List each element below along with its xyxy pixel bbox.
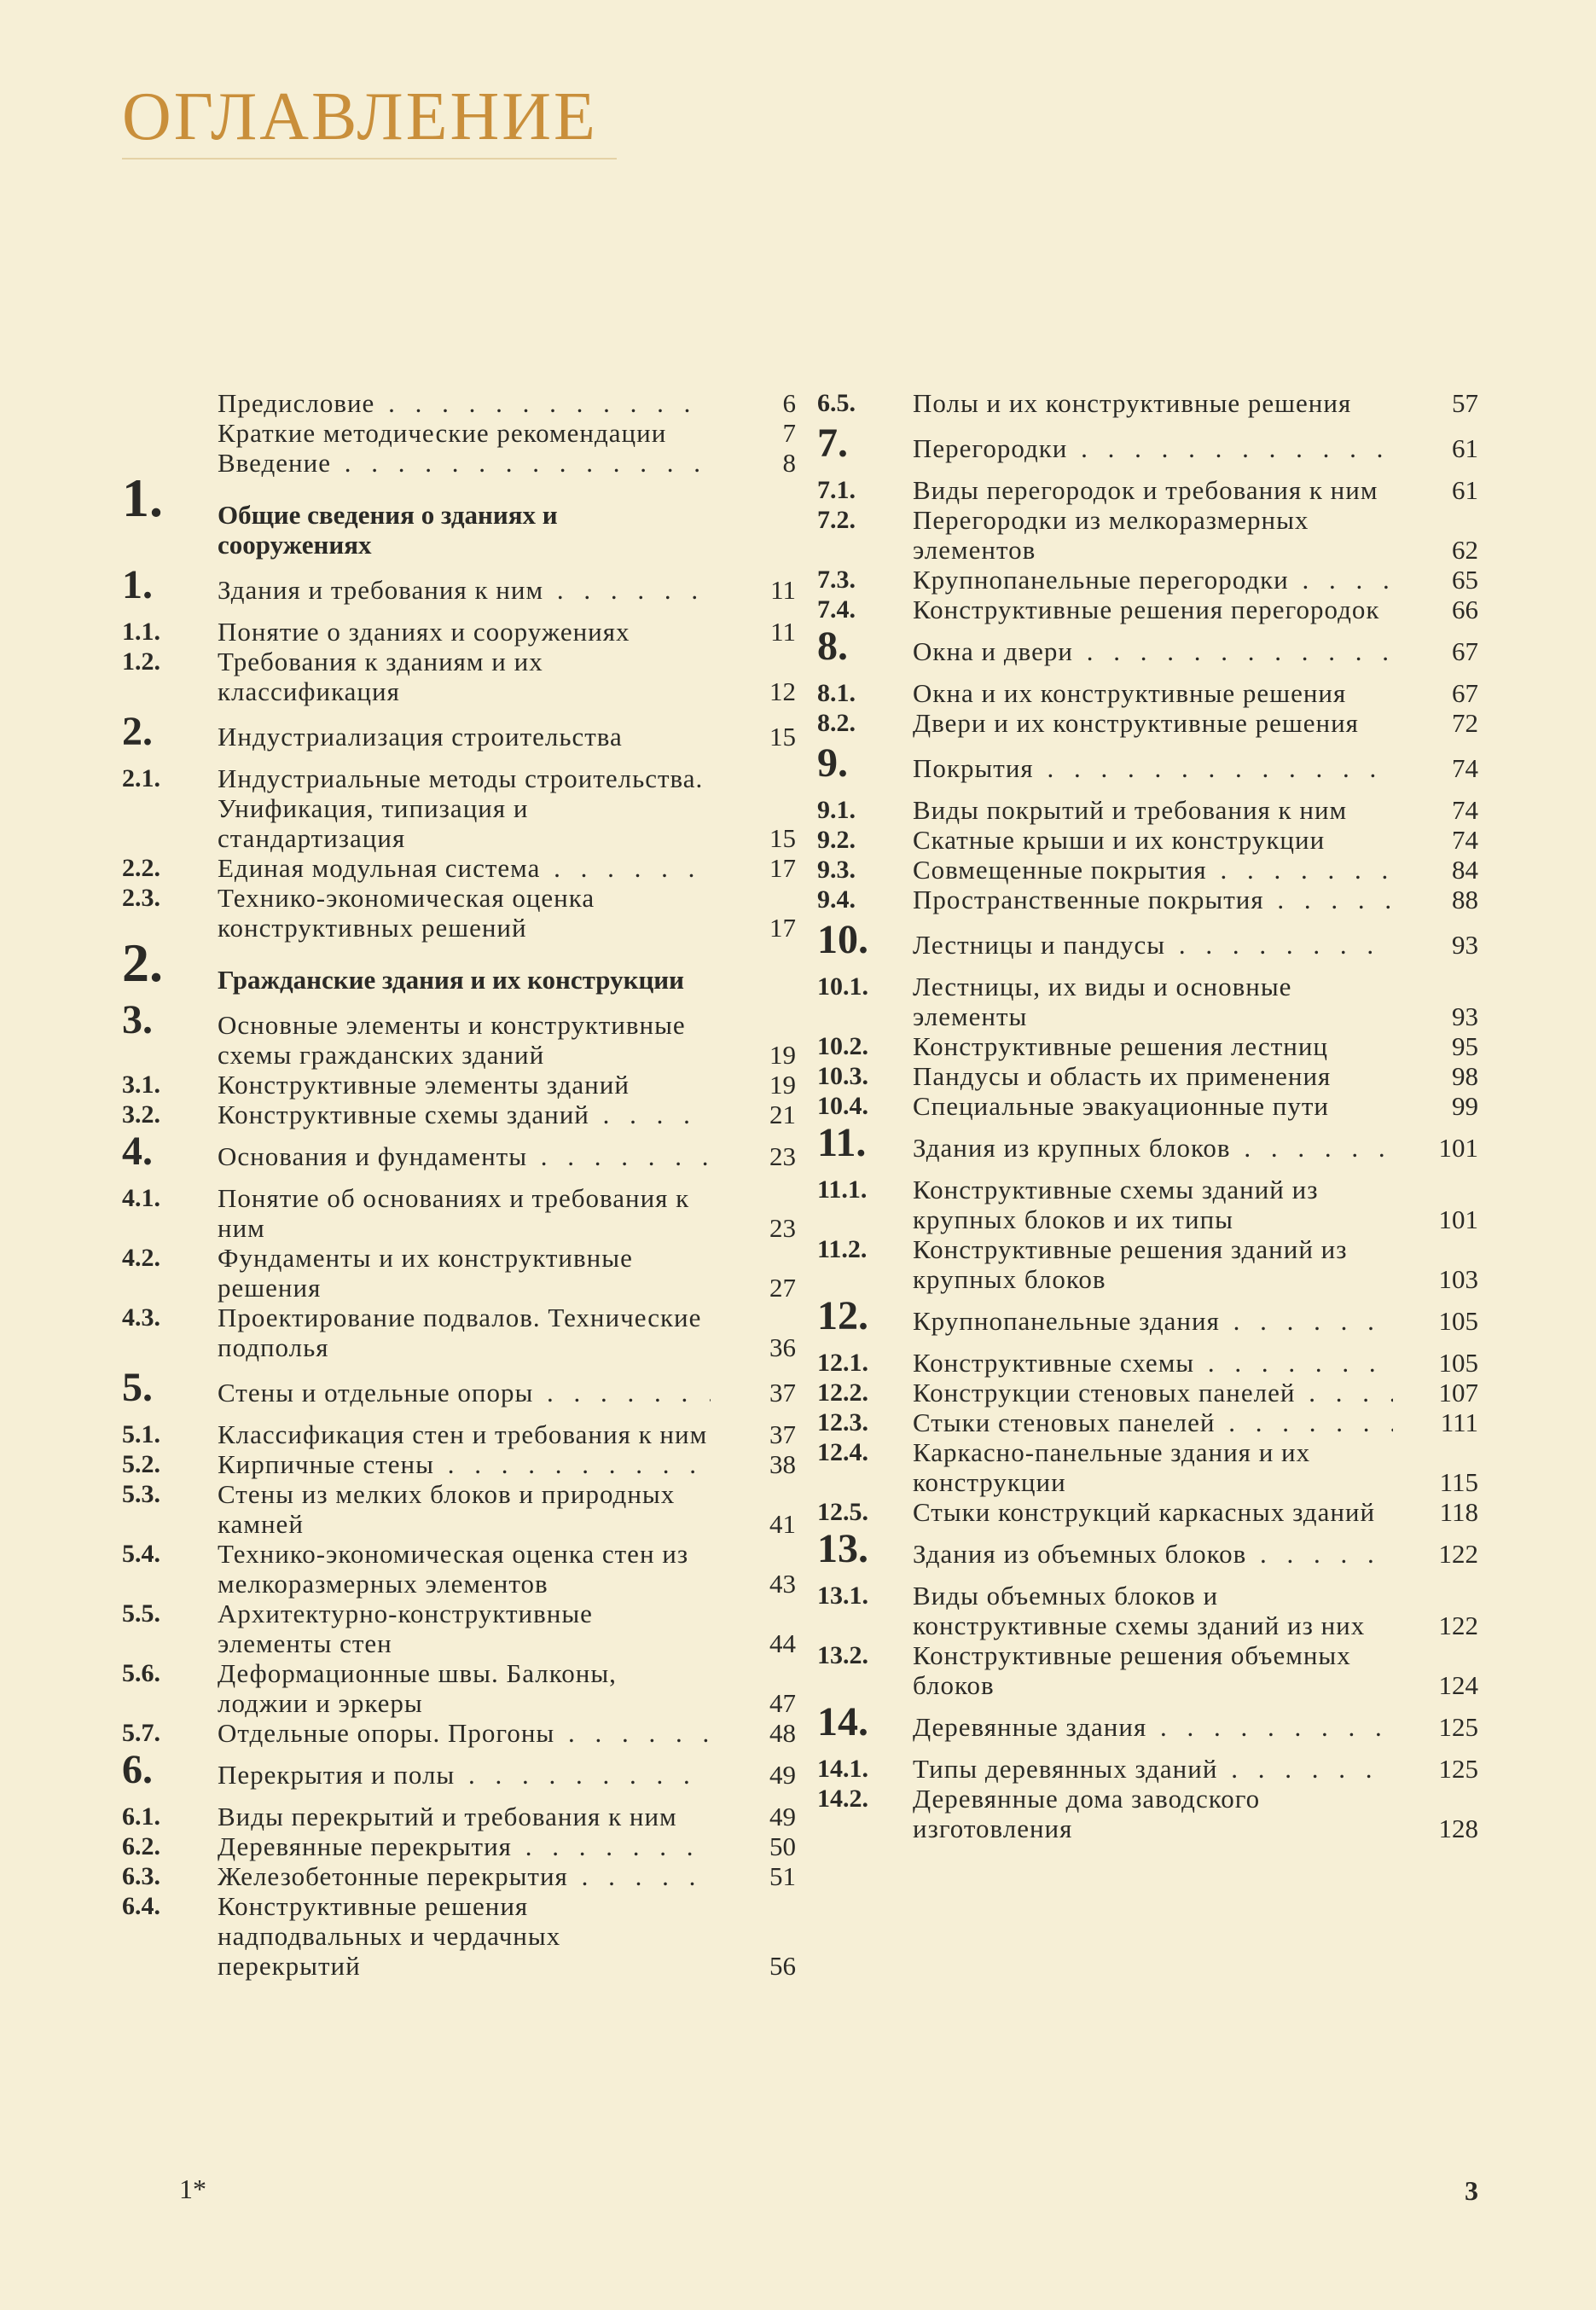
toc-entry-page: 21 bbox=[769, 1100, 796, 1129]
toc-left-column bbox=[122, 388, 796, 1981]
toc-entry-number: 11.2. bbox=[817, 1235, 868, 1263]
toc-entry-page: 72 bbox=[1452, 708, 1478, 738]
toc-entry[interactable] bbox=[817, 1784, 1478, 1843]
title-underline bbox=[122, 158, 617, 160]
toc-entry[interactable] bbox=[817, 1437, 1478, 1497]
toc-entry[interactable] bbox=[817, 1378, 1478, 1407]
toc-entry-page: 125 bbox=[1438, 1754, 1478, 1784]
toc-entry-title: Окна и двери . . . bbox=[913, 636, 1393, 666]
toc-entry-number: 9.3. bbox=[817, 856, 856, 884]
toc-entry-page: 67 bbox=[1452, 636, 1478, 666]
toc-entry-title: Совмещенные покрытия . . . bbox=[913, 855, 1393, 885]
toc-entry-title: Скатные крыши и их конструкции bbox=[913, 825, 1326, 855]
toc-entry[interactable] bbox=[122, 467, 796, 560]
toc-entry[interactable] bbox=[122, 1747, 796, 1792]
toc-entry[interactable] bbox=[122, 1658, 796, 1718]
toc-entry-title: Перекрытия и полы . . . bbox=[218, 1760, 711, 1790]
toc-entry-page: 128 bbox=[1438, 1814, 1478, 1843]
toc-entry-title: Требования к зданиям и их классификация bbox=[218, 647, 543, 706]
toc-entry-number: 4.2. bbox=[122, 1244, 160, 1272]
toc-entry-title: Перегородки . . . bbox=[913, 433, 1393, 463]
toc-entry[interactable] bbox=[122, 1070, 796, 1100]
toc-entry[interactable] bbox=[122, 1183, 796, 1243]
toc-entry-title: Гражданские здания и их конструкции bbox=[218, 965, 685, 995]
toc-entry-title: Классификация стен и требования к ним bbox=[218, 1419, 708, 1449]
toc-entry-page: 122 bbox=[1438, 1539, 1478, 1569]
toc-entry-number: 6.3. bbox=[122, 1862, 160, 1890]
toc-entry-page: 17 bbox=[769, 913, 796, 943]
toc-entry[interactable] bbox=[122, 617, 796, 647]
toc-entry-title: Стыки стеновых панелей . . . bbox=[913, 1407, 1393, 1437]
toc-entry-title: Лестницы, их виды и основные элементы bbox=[913, 972, 1292, 1031]
toc-entry[interactable] bbox=[817, 1031, 1478, 1061]
toc-entry-page: 36 bbox=[769, 1332, 796, 1362]
toc-entry[interactable] bbox=[817, 678, 1478, 708]
toc-entry-page: 17 bbox=[769, 853, 796, 883]
toc-entry-page: 61 bbox=[1452, 433, 1478, 463]
toc-entry[interactable] bbox=[817, 795, 1478, 825]
toc-entry-page: 105 bbox=[1438, 1348, 1478, 1378]
toc-entry[interactable] bbox=[122, 709, 796, 754]
toc-entry[interactable] bbox=[817, 1640, 1478, 1700]
toc-entry-title: Стены из мелких блоков и природных камней bbox=[218, 1479, 676, 1539]
toc-entry[interactable] bbox=[817, 1175, 1478, 1234]
toc-entry-title: Полы и их конструктивные решения bbox=[913, 388, 1352, 418]
toc-entry-title: Двери и их конструктивные решения bbox=[913, 708, 1359, 738]
toc-entry-title: Крупнопанельные здания . . . bbox=[913, 1306, 1393, 1336]
toc-entry-title: Основные элементы и конструктивные схемы гражданских зданий bbox=[218, 1010, 686, 1070]
page-number: 3 bbox=[1465, 2175, 1478, 2206]
toc-entry-page: 56 bbox=[769, 1951, 796, 1981]
toc-entry-page: 37 bbox=[769, 1378, 796, 1407]
toc-entry[interactable] bbox=[817, 421, 1478, 466]
toc-entry[interactable] bbox=[817, 972, 1478, 1031]
toc-entry-number: 7.3. bbox=[817, 566, 856, 594]
toc-entry-page: 98 bbox=[1452, 1061, 1478, 1091]
toc-entry-title: Понятие о зданиях и сооружениях bbox=[218, 617, 630, 647]
toc-entry-number: 10.3. bbox=[817, 1062, 868, 1090]
toc-entry-number: 8. bbox=[817, 624, 848, 669]
toc-entry-page: 125 bbox=[1438, 1712, 1478, 1742]
toc-entry-page: 6 bbox=[782, 388, 796, 418]
toc-entry-number: 7. bbox=[817, 421, 848, 466]
toc-entry[interactable] bbox=[122, 1449, 796, 1479]
toc-entry-title: Покрытия . . . bbox=[913, 753, 1393, 783]
toc-entry[interactable] bbox=[122, 647, 796, 706]
toc-entry-number: 6.4. bbox=[122, 1892, 160, 1920]
toc-entry[interactable] bbox=[817, 1091, 1478, 1121]
toc-entry-page: 124 bbox=[1438, 1670, 1478, 1700]
toc-entry-page: 19 bbox=[769, 1040, 796, 1070]
toc-entry-title: Конструктивные решения лестниц bbox=[913, 1031, 1329, 1061]
toc-entry-page: 101 bbox=[1438, 1133, 1478, 1163]
toc-entry-title: Проектирование подвалов. Технические подполья bbox=[218, 1303, 702, 1362]
toc-entry-number: 10.4. bbox=[817, 1092, 868, 1120]
toc-entry[interactable] bbox=[817, 708, 1478, 738]
toc-entry-page: 111 bbox=[1440, 1407, 1478, 1437]
toc-entry-title: Виды объемных блоков и конструктивные схемы зданий из них bbox=[913, 1581, 1366, 1640]
toc-entry[interactable] bbox=[817, 1754, 1478, 1784]
toc-entry-page: 101 bbox=[1438, 1204, 1478, 1234]
toc-entry-number: 13.2. bbox=[817, 1641, 868, 1669]
toc-entry[interactable] bbox=[817, 624, 1478, 669]
toc-entry[interactable] bbox=[122, 388, 796, 418]
toc-entry-title: Конструктивные решения зданий из крупных блоков bbox=[913, 1234, 1348, 1294]
toc-entry-number: 12.2. bbox=[817, 1378, 868, 1407]
toc-entry-number: 1.1. bbox=[122, 618, 160, 646]
toc-entry-number: 2. bbox=[122, 709, 153, 754]
signature-mark: 1* bbox=[179, 2174, 206, 2204]
toc-entry-title: Пространственные покрытия . . . bbox=[913, 885, 1393, 914]
toc-entry[interactable] bbox=[122, 1802, 796, 1831]
toc-entry-number: 6.2. bbox=[122, 1832, 160, 1860]
toc-entry[interactable] bbox=[122, 1303, 796, 1362]
toc-entry-title: Фундаменты и их конструктивные решения bbox=[218, 1243, 633, 1303]
toc-entry-page: 23 bbox=[769, 1213, 796, 1243]
toc-entry[interactable] bbox=[817, 565, 1478, 595]
toc-entry[interactable] bbox=[817, 595, 1478, 624]
toc-entry[interactable] bbox=[122, 1129, 796, 1174]
toc-entry[interactable] bbox=[122, 883, 796, 943]
toc-entry-title: Индустриализация строительства bbox=[218, 722, 623, 752]
toc-entry-number: 14.1. bbox=[817, 1755, 868, 1783]
toc-entry-page: 66 bbox=[1452, 595, 1478, 624]
toc-entry[interactable] bbox=[817, 1526, 1478, 1571]
toc-entry-page: 23 bbox=[769, 1141, 796, 1171]
toc-entry[interactable] bbox=[817, 1699, 1478, 1744]
toc-entry-page: 49 bbox=[769, 1802, 796, 1831]
toc-entry-number: 2.3. bbox=[122, 884, 160, 912]
toc-entry[interactable] bbox=[817, 855, 1478, 885]
toc-entry-number: 12. bbox=[817, 1293, 868, 1338]
toc-entry-number: 5.3. bbox=[122, 1480, 160, 1508]
toc-entry[interactable] bbox=[122, 562, 796, 607]
toc-entry[interactable] bbox=[817, 1293, 1478, 1338]
toc-entry-number: 10.1. bbox=[817, 972, 868, 1001]
toc-entry[interactable] bbox=[817, 475, 1478, 505]
toc-entry[interactable] bbox=[817, 1120, 1478, 1165]
toc-entry-page: 62 bbox=[1452, 535, 1478, 565]
toc-entry[interactable] bbox=[817, 388, 1478, 418]
toc-entry[interactable] bbox=[122, 1243, 796, 1303]
toc-entry[interactable] bbox=[122, 1419, 796, 1449]
toc-entry[interactable] bbox=[122, 997, 796, 1070]
toc-entry[interactable] bbox=[122, 1539, 796, 1599]
toc-entry-page: 107 bbox=[1438, 1378, 1478, 1407]
toc-entry-number: 1. bbox=[122, 562, 153, 607]
toc-entry-number: 2.2. bbox=[122, 854, 160, 882]
toc-entry-title: Деревянные дома заводского изготовления bbox=[913, 1784, 1261, 1843]
toc-entry[interactable] bbox=[817, 1581, 1478, 1640]
toc-entry-number: 5.4. bbox=[122, 1540, 160, 1568]
toc-entry[interactable] bbox=[817, 740, 1478, 786]
toc-entry-number: 9.4. bbox=[817, 885, 856, 914]
toc-entry-page: 93 bbox=[1452, 1001, 1478, 1031]
toc-entry-page: 51 bbox=[769, 1861, 796, 1891]
toc-entry-title: Перегородки из мелкоразмерных элементов bbox=[913, 505, 1309, 565]
toc-entry-number: 6.1. bbox=[122, 1802, 160, 1831]
toc-entry-title: Технико-экономическая оценка конструктивных решений bbox=[218, 883, 595, 943]
toc-entry-page: 118 bbox=[1439, 1497, 1478, 1527]
toc-entry-title: Отдельные опоры. Прогоны . . . bbox=[218, 1718, 711, 1748]
toc-entry-number: 5. bbox=[122, 1365, 153, 1410]
toc-entry[interactable] bbox=[817, 505, 1478, 565]
toc-entry-page: 105 bbox=[1438, 1306, 1478, 1336]
toc-entry-title: Конструкции стеновых панелей . . . bbox=[913, 1378, 1393, 1407]
toc-entry[interactable] bbox=[122, 763, 796, 853]
toc-entry-number: 12.1. bbox=[817, 1349, 868, 1377]
toc-entry-number: 1.2. bbox=[122, 647, 160, 676]
toc-entry-page: 8 bbox=[782, 448, 796, 478]
toc-entry[interactable] bbox=[122, 1831, 796, 1861]
toc-entry-page: 43 bbox=[769, 1569, 796, 1599]
toc-entry-page: 41 bbox=[769, 1509, 796, 1539]
toc-entry-number: 4.1. bbox=[122, 1184, 160, 1212]
toc-entry-number: 2.1. bbox=[122, 764, 160, 792]
toc-entry-page: 103 bbox=[1438, 1264, 1478, 1294]
toc-entry-page: 12 bbox=[769, 676, 796, 706]
toc-entry-page: 65 bbox=[1452, 565, 1478, 595]
toc-entry[interactable] bbox=[817, 1061, 1478, 1091]
toc-entry-number: 8.2. bbox=[817, 709, 856, 737]
toc-entry-title: Здания и требования к ним . . . bbox=[218, 575, 711, 605]
toc-entry-page: 61 bbox=[1452, 475, 1478, 505]
toc-entry-number: 5.2. bbox=[122, 1450, 160, 1478]
toc-entry-number: 5.1. bbox=[122, 1420, 160, 1448]
toc-entry-page: 122 bbox=[1438, 1611, 1478, 1640]
toc-entry-title: Виды перегородок и требования к ним bbox=[913, 475, 1378, 505]
toc-entry-title: Здания из крупных блоков . . . bbox=[913, 1133, 1393, 1163]
toc-entry[interactable] bbox=[122, 1718, 796, 1748]
toc-entry[interactable] bbox=[122, 1861, 796, 1891]
toc-entry-page: 74 bbox=[1452, 825, 1478, 855]
toc-entry-title: Технико-экономическая оценка стен из мелкоразмерных элементов bbox=[218, 1539, 689, 1599]
toc-entry-title: Деревянные здания . . . bbox=[913, 1712, 1393, 1742]
toc-entry-number: 9.1. bbox=[817, 796, 856, 824]
toc-entry-page: 19 bbox=[769, 1070, 796, 1100]
toc-entry-title: Каркасно-панельные здания и их конструкции bbox=[913, 1437, 1311, 1497]
toc-entry-title: Индустриальные методы строительства. Унификация, типизация и стандартизация bbox=[218, 763, 704, 853]
toc-entry-title: Кирпичные стены . . . bbox=[218, 1449, 711, 1479]
toc-entry-page: 115 bbox=[1439, 1467, 1478, 1497]
toc-entry-page: 37 bbox=[769, 1419, 796, 1449]
toc-entry-page: 11 bbox=[770, 575, 796, 605]
toc-entry-title: Деревянные перекрытия . . . bbox=[218, 1831, 711, 1861]
toc-right-column bbox=[817, 388, 1478, 1843]
toc-entry-page: 49 bbox=[769, 1760, 796, 1790]
toc-entry-number: 4. bbox=[122, 1129, 153, 1174]
toc-entry-title: Типы деревянных зданий . . . bbox=[913, 1754, 1393, 1784]
toc-entry-page: 84 bbox=[1452, 855, 1478, 885]
toc-entry-title: Конструктивные схемы зданий . . . bbox=[218, 1100, 711, 1129]
toc-entry-page: 47 bbox=[769, 1688, 796, 1718]
toc-entry-number: 13.1. bbox=[817, 1582, 868, 1610]
toc-entry-page: 7 bbox=[782, 418, 796, 448]
toc-entry[interactable] bbox=[817, 1348, 1478, 1378]
toc-entry[interactable] bbox=[122, 853, 796, 883]
toc-entry[interactable] bbox=[122, 1365, 796, 1410]
toc-entry-title: Железобетонные перекрытия . . . bbox=[218, 1861, 711, 1891]
toc-entry-title: Виды перекрытий и требования к ним bbox=[218, 1802, 677, 1831]
toc-entry-number: 2. bbox=[122, 932, 163, 993]
toc-entry-page: 99 bbox=[1452, 1091, 1478, 1121]
toc-entry-number: 1. bbox=[122, 467, 163, 528]
toc-entry-title: Краткие методические рекомендации bbox=[218, 418, 667, 448]
toc-entry-number: 12.4. bbox=[817, 1438, 868, 1466]
toc-entry-number: 10.2. bbox=[817, 1032, 868, 1060]
toc-entry-page: 50 bbox=[769, 1831, 796, 1861]
toc-entry-number: 5.5. bbox=[122, 1599, 160, 1628]
toc-entry-number: 11. bbox=[817, 1120, 867, 1165]
toc-entry-title: Единая модульная система . . . bbox=[218, 853, 711, 883]
toc-entry-title: Общие сведения о зданиях и сооружениях bbox=[218, 500, 558, 560]
toc-entry-number: 4.3. bbox=[122, 1303, 160, 1332]
toc-entry-page: 11 bbox=[770, 617, 796, 647]
toc-entry[interactable] bbox=[817, 1407, 1478, 1437]
toc-entry-page: 27 bbox=[769, 1273, 796, 1303]
toc-entry-title: Виды покрытий и требования к ним bbox=[913, 795, 1348, 825]
toc-entry-number: 6. bbox=[122, 1747, 153, 1792]
toc-entry-page: 48 bbox=[769, 1718, 796, 1748]
toc-entry-number: 13. bbox=[817, 1526, 868, 1571]
toc-entry-number: 10. bbox=[817, 917, 868, 962]
toc-entry-number: 12.5. bbox=[817, 1498, 868, 1526]
toc-entry-page: 44 bbox=[769, 1628, 796, 1658]
toc-entry[interactable] bbox=[817, 825, 1478, 855]
toc-entry-number: 12.3. bbox=[817, 1408, 868, 1436]
toc-entry-page: 93 bbox=[1452, 930, 1478, 960]
toc-entry-title: Крупнопанельные перегородки . . . bbox=[913, 565, 1393, 595]
page-title: ОГЛАВЛЕНИЕ bbox=[122, 79, 598, 154]
toc-entry-number: 6.5. bbox=[817, 389, 856, 417]
toc-entry-page: 57 bbox=[1452, 388, 1478, 418]
toc-entry-title: Лестницы и пандусы . . . bbox=[913, 930, 1393, 960]
toc-entry-page: 67 bbox=[1452, 678, 1478, 708]
toc-entry-number: 3.1. bbox=[122, 1071, 160, 1099]
toc-entry-page: 95 bbox=[1452, 1031, 1478, 1061]
toc-entry-title: Конструктивные решения перегородок bbox=[913, 595, 1380, 624]
toc-entry[interactable] bbox=[122, 1479, 796, 1539]
toc-entry[interactable] bbox=[122, 418, 796, 448]
toc-entry-number: 5.7. bbox=[122, 1719, 160, 1747]
toc-entry-number: 7.2. bbox=[817, 506, 856, 534]
toc-entry-number: 14. bbox=[817, 1699, 868, 1744]
toc-entry-page: 38 bbox=[769, 1449, 796, 1479]
toc-entry-title: Конструктивные элементы зданий bbox=[218, 1070, 630, 1100]
toc-entry-number: 11.1. bbox=[817, 1175, 868, 1204]
toc-entry-title: Архитектурно-конструктивные элементы стен bbox=[218, 1599, 593, 1658]
toc-entry-title: Основания и фундаменты . . . bbox=[218, 1141, 711, 1171]
toc-entry-title: Пандусы и область их применения bbox=[913, 1061, 1332, 1091]
toc-entry-number: 7.1. bbox=[817, 476, 856, 504]
toc-entry-title: Здания из объемных блоков . . . bbox=[913, 1539, 1393, 1569]
toc-entry-number: 7.4. bbox=[817, 595, 856, 624]
toc-entry[interactable] bbox=[122, 1599, 796, 1658]
toc-entry-title: Конструктивные схемы зданий из крупных блоков и их типы bbox=[913, 1175, 1319, 1234]
toc-entry-title: Деформационные швы. Балконы, лоджии и эркеры bbox=[218, 1658, 617, 1718]
toc-entry-title: Предисловие . . . bbox=[218, 388, 711, 418]
toc-entry-title: Конструктивные схемы . . . bbox=[913, 1348, 1393, 1378]
toc-entry[interactable] bbox=[817, 1234, 1478, 1294]
toc-entry-title: Окна и их конструктивные решения bbox=[913, 678, 1347, 708]
toc-entry-number: 3.2. bbox=[122, 1100, 160, 1129]
toc-entry-page: 15 bbox=[769, 823, 796, 853]
toc-entry-number: 8.1. bbox=[817, 679, 856, 707]
toc-entry[interactable] bbox=[817, 1497, 1478, 1527]
toc-entry[interactable] bbox=[817, 917, 1478, 962]
toc-entry-page: 15 bbox=[769, 722, 796, 752]
toc-entry-title: Конструктивные решения объемных блоков bbox=[913, 1640, 1351, 1700]
toc-entry-page: 74 bbox=[1452, 753, 1478, 783]
toc-entry[interactable] bbox=[122, 1891, 796, 1981]
toc-entry[interactable] bbox=[122, 1100, 796, 1129]
toc-entry-number: 5.6. bbox=[122, 1659, 160, 1687]
toc-entry-page: 74 bbox=[1452, 795, 1478, 825]
toc-entry-number: 14.2. bbox=[817, 1785, 868, 1813]
toc-entry-page: 88 bbox=[1452, 885, 1478, 914]
toc-entry-title: Стыки конструкций каркасных зданий bbox=[913, 1497, 1376, 1527]
toc-entry-title: Стены и отдельные опоры . . . bbox=[218, 1378, 711, 1407]
toc-entry-number: 9. bbox=[817, 740, 848, 786]
toc-entry-title: Конструктивные решения надподвальных и чердачных перекрытий bbox=[218, 1891, 561, 1981]
toc-entry-number: 9.2. bbox=[817, 826, 856, 854]
toc-entry[interactable] bbox=[122, 448, 796, 478]
toc-entry[interactable] bbox=[817, 885, 1478, 914]
toc-entry-number: 3. bbox=[122, 997, 153, 1042]
toc-entry-title: Специальные эвакуационные пути bbox=[913, 1091, 1329, 1121]
toc-entry-title: Введение . . . bbox=[218, 448, 711, 478]
toc-entry-title: Понятие об основаниях и требования к ним bbox=[218, 1183, 690, 1243]
toc-entry[interactable] bbox=[122, 932, 796, 995]
